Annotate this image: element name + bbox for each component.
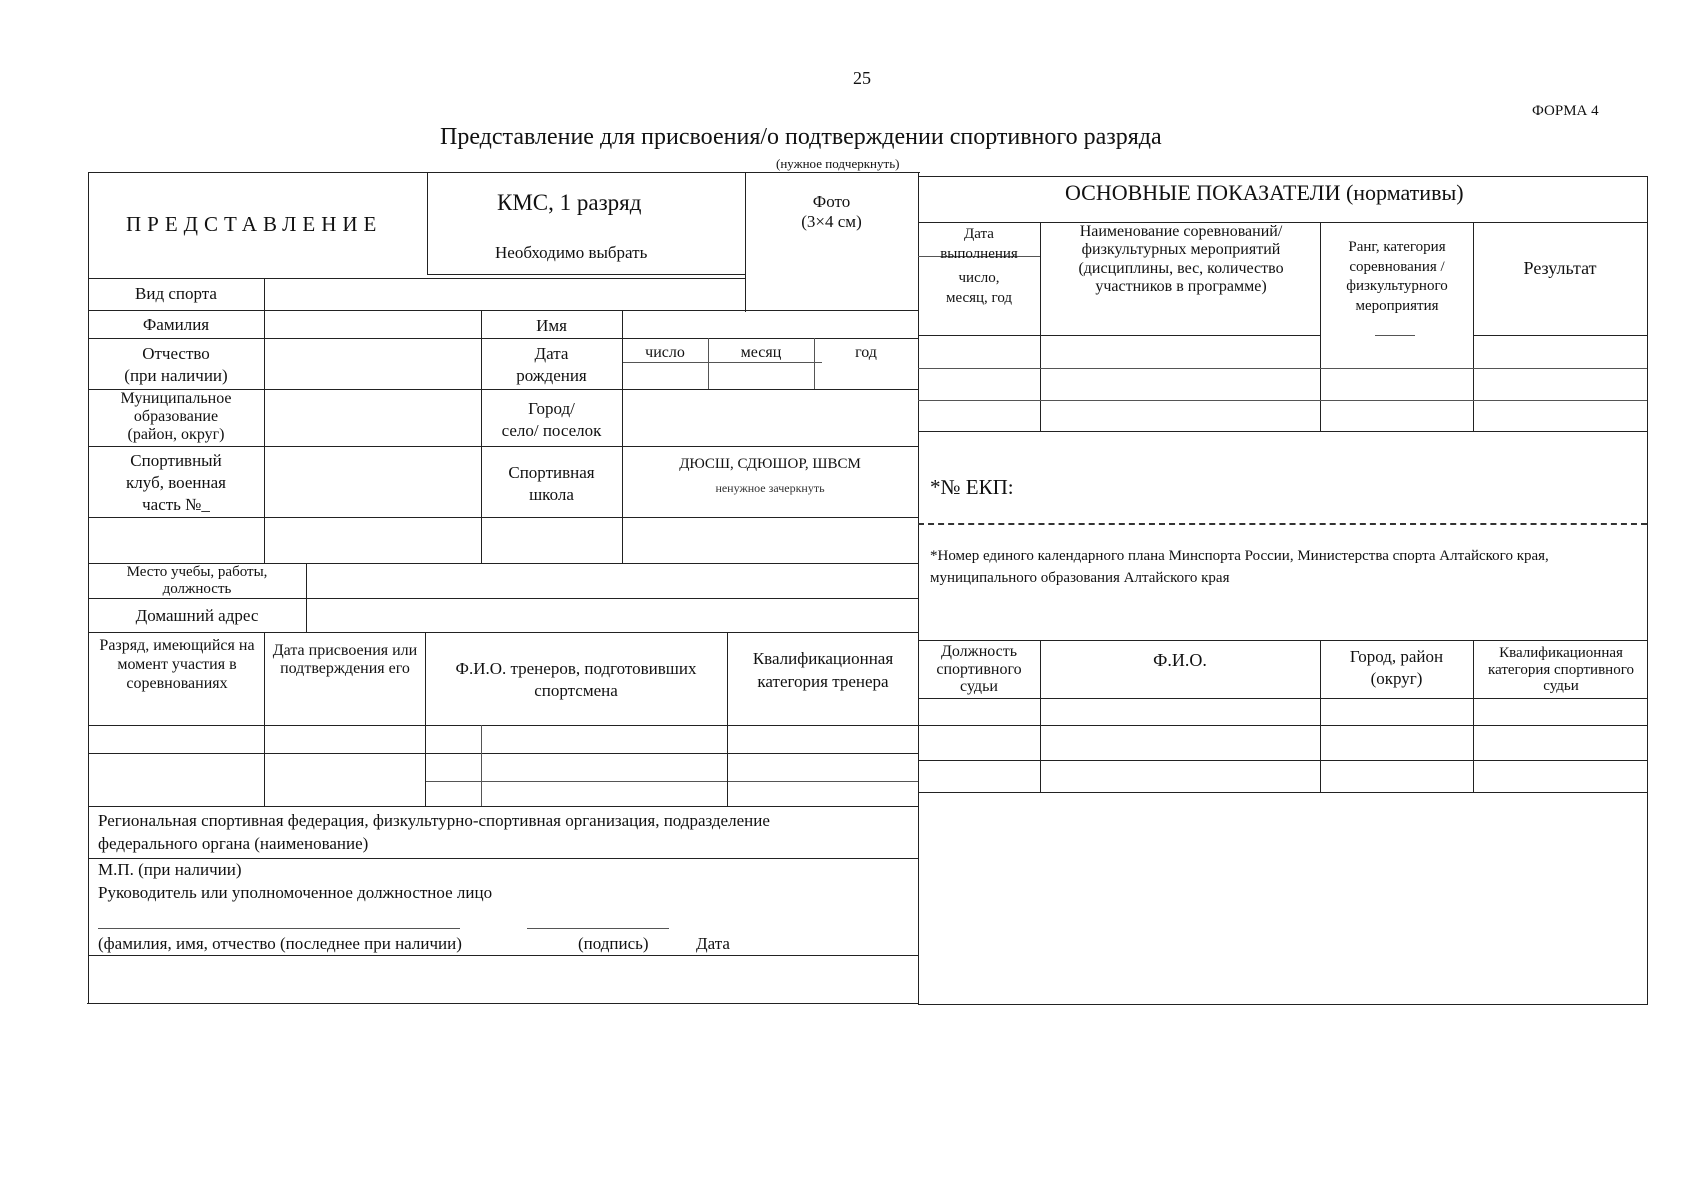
date-column-line-1: Дата	[964, 226, 994, 242]
workplace-label	[88, 564, 306, 598]
school-line-1: Спортивная	[508, 463, 595, 482]
head-label: Руководитель или уполномоченное должностное лицо	[98, 883, 493, 902]
city-line-2: село/ поселок	[501, 421, 602, 441]
judge-city-header: Город, район (округ)	[1349, 647, 1444, 689]
date-column-line-4: месяц, год	[945, 289, 1013, 306]
patronymic-line-2: (при наличии)	[124, 366, 228, 386]
federation-line-1: Региональная спортивная федерация, физкультурно-спортивная организация, подразделение	[98, 811, 770, 830]
city-label	[481, 398, 622, 442]
date-column-line-3: число,	[958, 269, 1000, 286]
club-label	[88, 450, 264, 516]
date-column-header	[918, 224, 1040, 308]
municipality-line-3: (район, округ)	[127, 425, 225, 443]
workplace-line-1: Место учебы, работы,	[126, 564, 268, 580]
city-line-1: Город/	[528, 399, 575, 418]
ekp-label: *№ ЕКП:	[930, 475, 1014, 499]
rank-column-header: Ранг, категория соревнования /физкультурного мероприятия	[1346, 239, 1448, 314]
form-label: ФОРМА 4	[1532, 103, 1599, 119]
current-rank-label: Разряд, имеющийся на момент участия в соревнованиях	[99, 637, 255, 693]
ekp-note: *Номер единого календарного плана Минспорта России, Министерства спорта Алтайского края, муниципального образования Алтайского края	[930, 548, 1549, 586]
coaches-label: Ф.И.О. тренеров, подготовивших спортсмена	[455, 659, 697, 701]
form-title: Представление для присвоения/о подтверждении спортивного разряда	[440, 124, 1162, 150]
patronymic-line-1: Отчество	[142, 344, 210, 363]
sport-label: Вид спорта	[135, 284, 217, 303]
municipality-line-1: Муниципальное	[120, 390, 232, 407]
competition-column-header: Наименование соревнований/физкультурных мероприятий (дисциплины, вес, количество участников в программе)	[1078, 223, 1284, 296]
workplace-line-2: должность	[162, 580, 232, 597]
birth-month-label: месяц	[740, 344, 782, 361]
birthdate-line-1: Дата	[534, 344, 569, 363]
school-types-note: ненужное зачеркнуть	[715, 481, 825, 495]
patronymic-label	[88, 343, 264, 387]
school-label	[481, 462, 622, 506]
signature-fio-label: (фамилия, имя, отчество (последнее при наличии)	[98, 934, 462, 953]
judge-category-header: Квалификационная категория спортивного судьи	[1488, 645, 1634, 694]
coach-category-label: Квалификационная категория тренера	[752, 649, 894, 691]
federation-line-2: федерального органа (наименование)	[98, 834, 369, 853]
name-label: Имя	[536, 316, 567, 335]
club-line-2: клуб, военная	[126, 473, 226, 493]
municipality-line-2: образование	[133, 407, 219, 425]
surname-label: Фамилия	[142, 315, 210, 334]
photo-label: Фото	[812, 192, 851, 211]
indicators-header: ОСНОВНЫЕ ПОКАЗАТЕЛИ (нормативы)	[1065, 180, 1464, 205]
form-header-label: ПРЕДСТАВЛЕНИЕ	[126, 212, 383, 236]
school-types: ДЮСШ, СДЮШОР, ШВСМ	[679, 456, 861, 472]
address-label: Домашний адрес	[135, 606, 259, 625]
signature-date-label: Дата	[696, 934, 730, 953]
club-line-3: часть №_	[142, 495, 210, 515]
birthdate-label	[481, 343, 622, 387]
page-number: 25	[853, 68, 871, 88]
birth-year-label: год	[855, 344, 877, 361]
birthdate-line-2: рождения	[516, 366, 587, 386]
photo-size: (3×4 см)	[801, 212, 862, 231]
judge-position-header: Должность спортивного судьи	[936, 643, 1022, 696]
date-column-line-2: выполнения	[940, 246, 1018, 263]
signature-label: (подпись)	[578, 934, 649, 953]
municipality-label	[88, 390, 264, 444]
school-line-2: школа	[529, 485, 574, 505]
photo-box	[745, 192, 918, 232]
judge-fio-header: Ф.И.О.	[1153, 650, 1207, 670]
rank-note: Необходимо выбрать	[495, 243, 648, 262]
seal-label: М.П. (при наличии)	[98, 860, 242, 879]
title-note: (нужное подчеркнуть)	[776, 156, 900, 171]
birth-day-label: число	[645, 344, 685, 361]
rank-date-label: Дата присвоения или подтверждения его	[272, 642, 418, 677]
result-column-header: Результат	[1523, 258, 1597, 278]
rank-options: КМС, 1 разряд	[497, 190, 642, 215]
club-line-1: Спортивный	[130, 451, 222, 470]
